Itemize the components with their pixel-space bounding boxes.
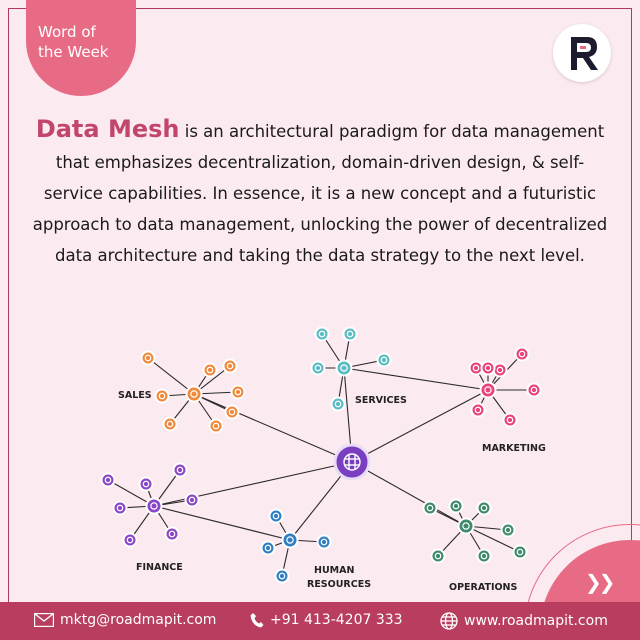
website-text: www.roadmapit.com — [464, 613, 608, 629]
people-icon — [270, 510, 283, 523]
cluster-label-finance: FINANCE — [136, 562, 183, 573]
cluster-label-operations: OPERATIONS — [449, 582, 518, 593]
cluster-label-human: HUMAN — [314, 565, 355, 576]
service-icon — [312, 362, 325, 375]
phone-icon — [250, 612, 264, 628]
domain-hub-node — [459, 519, 474, 534]
money-bag-icon — [114, 502, 127, 515]
megaphone-icon — [482, 362, 495, 375]
money-bag-icon — [124, 534, 137, 547]
service-icon — [316, 328, 329, 341]
mesh-link — [148, 358, 194, 394]
footer-email[interactable] — [34, 612, 216, 628]
bar-chart-icon — [204, 364, 217, 377]
phone-text: +91 413-4207 333 — [270, 612, 403, 628]
gear-icon — [478, 502, 491, 515]
megaphone-icon — [528, 384, 541, 397]
double-chevron-right-icon[interactable]: ❯❯ — [585, 570, 613, 594]
mesh-link — [352, 462, 466, 526]
cluster-label-sales: SALES — [118, 390, 152, 401]
money-bag-icon — [186, 494, 199, 507]
bar-chart-icon — [164, 418, 177, 431]
domain-hub-node — [147, 499, 162, 514]
intro-text: is an architectural paradigm for data management that emphasizes decentralization, domain-driven design, & self-service capabilities. In essence, it is a new concept and a futuristic approach to data management, unlocking the power of decentralized data architecture and taking the data strategy to the next level. — [32, 122, 608, 265]
globe-icon — [440, 612, 458, 630]
service-icon — [378, 354, 391, 367]
domain-hub-node — [481, 383, 496, 398]
bar-chart-icon — [232, 386, 245, 399]
cluster-label-services: SERVICES — [355, 395, 407, 406]
footer-phone[interactable] — [250, 612, 403, 628]
megaphone-icon — [472, 404, 485, 417]
bar-chart-icon — [224, 360, 237, 373]
gear-icon — [514, 546, 527, 559]
bar-chart-icon — [226, 406, 239, 419]
cluster-label-resources: RESOURCES — [307, 579, 372, 590]
featured-term: Data Mesh — [35, 115, 180, 143]
badge-line-2: the Week — [38, 43, 109, 61]
badge-line-1: Word of — [38, 23, 96, 41]
people-icon — [276, 570, 289, 583]
central-hub — [335, 445, 369, 479]
people-icon — [262, 542, 275, 555]
envelope-icon — [34, 613, 54, 627]
megaphone-icon — [504, 414, 517, 427]
money-bag-icon — [166, 528, 179, 541]
service-icon — [332, 398, 345, 411]
gear-icon — [450, 500, 463, 513]
domain-hub-node — [337, 361, 352, 376]
megaphone-icon — [494, 364, 507, 377]
gear-icon — [424, 502, 437, 515]
people-icon — [318, 536, 331, 549]
cluster-label-marketing: MARKETING — [482, 443, 546, 454]
gear-icon — [478, 550, 491, 563]
megaphone-icon — [516, 348, 529, 361]
email-text: mktg@roadmapit.com — [60, 612, 217, 628]
contact-footer — [0, 602, 640, 640]
bar-chart-icon — [156, 390, 169, 403]
mesh-link — [344, 368, 488, 390]
service-icon — [344, 328, 357, 341]
money-bag-icon — [174, 464, 187, 477]
money-bag-icon — [102, 474, 115, 487]
domain-hub-node — [187, 387, 202, 402]
bar-chart-icon — [142, 352, 155, 365]
domain-hub-node — [283, 533, 298, 548]
money-bag-icon — [140, 478, 153, 491]
gear-icon — [502, 524, 515, 537]
gear-icon — [432, 550, 445, 563]
footer-website[interactable] — [440, 612, 608, 630]
bar-chart-icon — [210, 420, 223, 433]
